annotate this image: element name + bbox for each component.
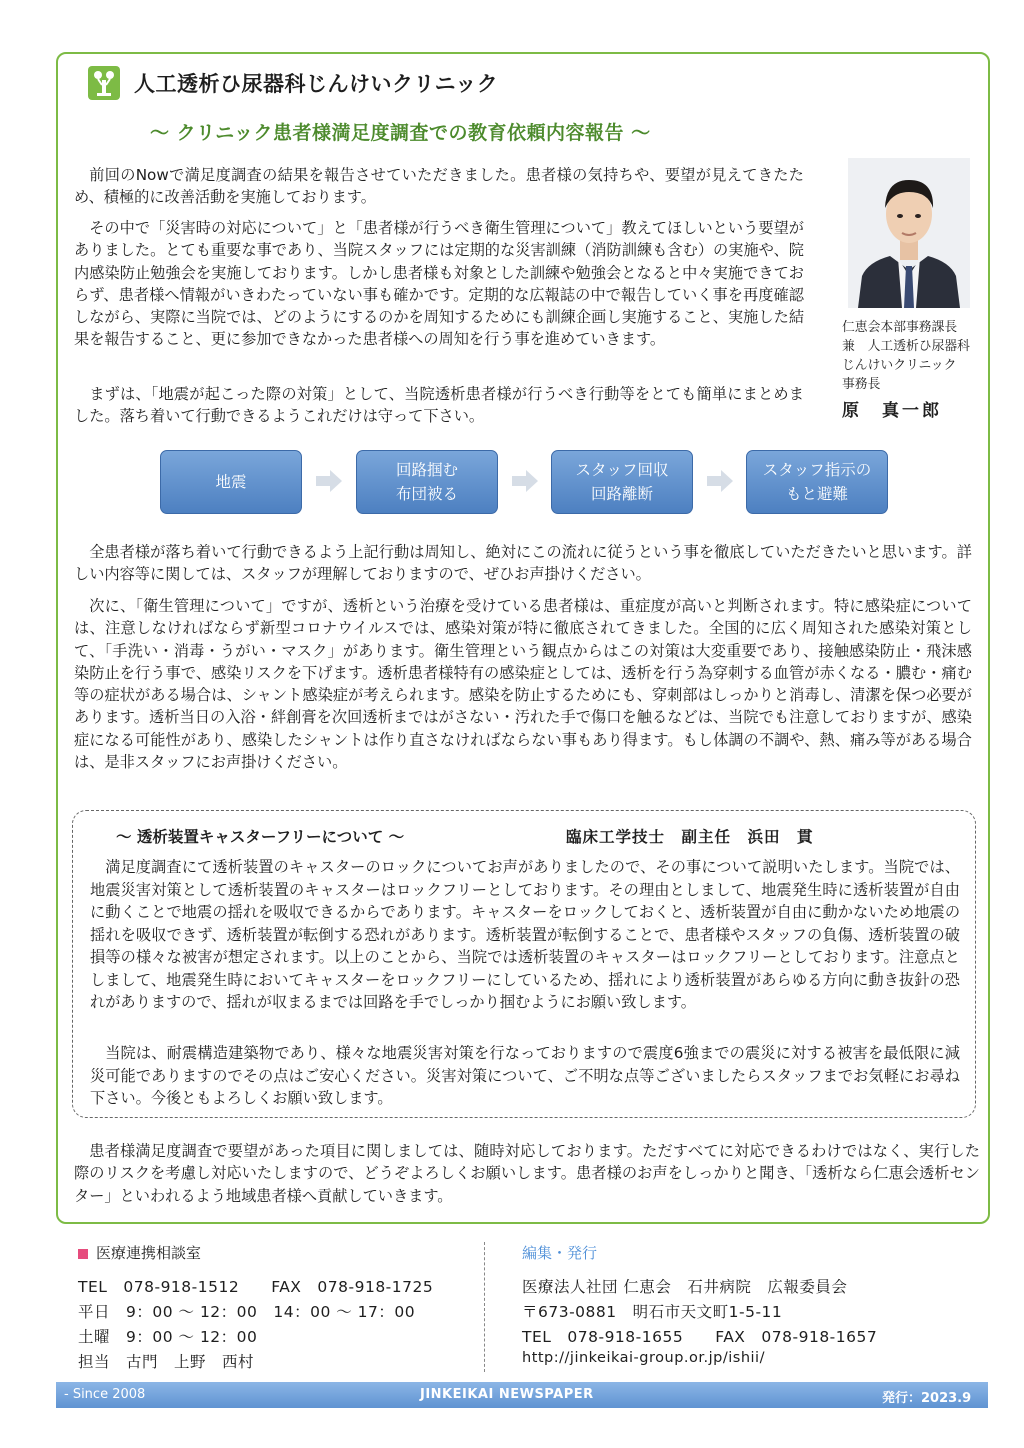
arrow-right-icon <box>314 466 344 496</box>
flow-step-3-line2: 回路離断 <box>590 485 653 503</box>
since-label: - Since 2008 <box>64 1387 146 1402</box>
publisher-name: 医療法人社団 仁恵会 石井病院 広報委員会 <box>522 1278 848 1296</box>
caster-paragraph-1: 満足度調査にて透析装置のキャスターのロックについてお声がありましたので、その事について説明いたします。当院では、地震災害対策として透析装置のキャスターはロックフリーとしております。その理由としまして、地震発生時に透析装置が自由に動くことで地震の揺れを吸収できるからであります。キャスターをロックしておくと、透析装置が自由に動かないため地震の揺れを吸収できず、透析装置が転倒する恐れがあります。透析装置が転倒することで、患者様やスタッフの負傷、透析装置の破損等の様々な被害が想定されます。以上のことから、当院では透析装置のキャスターはロックフリーとしております。注意点としまして、地震発生時においてキャスターをロックフリーにしているため、揺れにより透析装置があらゆる方向に動き抜針の恐れがありますので、揺れが収まるまでは回路を手でしっかり掴むようにお願い致します。 <box>90 858 960 1011</box>
closing-paragraph: 患者様満足度調査で要望があった項目に関しましては、随時対応しております。ただすべてに対応できるわけではなく、実行した際のリスクを考慮し対応いたしますので、どうぞよろしくお願いします。患者様のお声をしっかりと聞き、「透析なら仁恵会透析センター」といわれるよう地域患者様へ貢献していきます。 <box>74 1142 980 1205</box>
staff-portrait <box>848 158 970 308</box>
flow-step-2 <box>356 450 498 514</box>
flow-step-4-line1: スタッフ指示の <box>762 461 872 479</box>
clinic-name: 人工透析ひ尿器科じんけいクリニック <box>134 72 499 96</box>
signature-title-1: 仁恵会本部事務課長 <box>842 320 958 335</box>
caster-paragraph-2: 当院は、耐震構造建築物であり、様々な地震災害対策を行なっておりますので震度6強までの震災に対する被害を最低限に減災可能でありますのでその点はご安心ください。災害対策について、ご不明な点等ございましたらスタッフまでお気軽にお尋ね下さい。今後ともよろしくお願い致します。 <box>90 1044 960 1107</box>
footer-divider <box>484 1242 485 1372</box>
flow-step-4 <box>746 450 888 514</box>
flow-step-2-line1: 回路掴む <box>395 461 458 479</box>
caster-section-author: 臨床工学技士 副主任 浜田 貫 <box>566 828 814 846</box>
flow-step-2-line2: 布団被る <box>395 485 458 503</box>
contact-tel-fax: TEL 078-918-1512 FAX 078-918-1725 <box>78 1278 434 1296</box>
report-title: ～ クリニック患者様満足度調査での教育依頼内容報告 ～ <box>150 122 651 144</box>
publisher-tel-fax: TEL 078-918-1655 FAX 078-918-1657 <box>522 1328 878 1346</box>
publisher-address: 〒673-0881 明石市天文町1-5-11 <box>522 1303 783 1321</box>
body-paragraph-2: 次に、「衛生管理について」ですが、透析という治療を受けている患者様は、重症度が高いと判断されます。特に感染症については、注意しなければならず新型コロナウイルスでは、感染対策が特に徹底されてきました。全国的に広く周知された感染対策として、「手洗い・消毒・うがい・マスク」があります。衛生管理という観点からはこの対策は大変重要であり、接触感染防止・飛沫感染防止を行う事で、感染リスクを下げます。透析患者様特有の感染症としては、透析を行う為穿刺する血管が赤くなる・膿む・痛む等の症状がある場合は、シャント感染症が考えられます。感染を防止するためにも、穿刺部はしっかりと消毒し、清潔を保つ必要があります。透析当日の入浴・絆創膏を次回透析まではがさない・汚れた手で傷口を触るなどは、当院でも注意しておりますが、感染症になる可能性があり、感染したシャントは作り直さなければならない事もあり得ます。もし体調の不調や、熱、痛み等がある場合は、是非スタッフにお声掛けください。 <box>74 597 972 772</box>
contact-weekday-hours: 平日 9：00 ～ 12：00 14：00 ～ 17：00 <box>78 1303 416 1321</box>
square-bullet-icon <box>78 1249 88 1259</box>
newspaper-name: JINKEIKAI NEWSPAPER <box>420 1387 594 1402</box>
arrow-right-icon <box>510 466 540 496</box>
body-paragraph-1: 全患者様が落ち着いて行動できるよう上記行動は周知し、絶対にこの流れに従うという事を徹底していただきたいと思います。詳しい内容等に関しては、スタッフが理解しておりますので、ぜひお声掛けください。 <box>74 543 972 584</box>
caster-section-title: ～ 透析装置キャスターフリーについて ～ <box>116 828 405 846</box>
signature-title-2: 兼 人工透析ひ尿器科 <box>842 339 970 354</box>
contact-heading <box>78 1242 201 1263</box>
flow-step-3-line1: スタッフ回収 <box>575 461 669 479</box>
intro-paragraph-3: まずは、「地震が起こった際の対策」として、当院透析患者様が行うべき行動等をとても簡単にまとめました。落ち着いて行動できるようこれだけは守って下さい。 <box>74 385 804 426</box>
signature-name: 原 真一郎 <box>842 401 942 421</box>
signature-title-3: じんけいクリニック <box>842 358 957 373</box>
contact-saturday-hours: 土曜 9：00 ～ 12：00 <box>78 1328 258 1346</box>
clinic-logo-icon <box>88 66 120 100</box>
flow-step-4-line2: もと避難 <box>785 485 848 503</box>
arrow-right-icon <box>705 466 735 496</box>
flow-step-1 <box>160 450 302 514</box>
footer-bar <box>56 1382 988 1408</box>
publisher-label: 編集・発行 <box>522 1244 598 1262</box>
contact-heading-label: 医療連携相談室 <box>96 1244 202 1262</box>
flow-step-3 <box>551 450 693 514</box>
intro-paragraph-2: その中で「災害時の対応について」と「患者様が行うべき衛生管理について」教えてほしいという要望がありました。とても重要な事であり、当院スタッフには定期的な災害訓練（消防訓練も含む）の実施や、院内感染防止勉強会を実施しております。しかし患者様も対象とした訓練や勉強会となると中々実施できておらず、患者様へ情報がいきわたっていない事も確かです。定期的な広報誌の中で報告していく事を再度確認しながら、実際に当院では、どのようにするのかを周知するためにも訓練企画し実施すること、実施した結果を報告すること、更に参加できなかった患者様への周知を行う事を進めていきます。 <box>74 219 804 349</box>
issue-date: 発行：2023.9 <box>882 1391 972 1406</box>
publisher-url[interactable]: http://jinkeikai-group.or.jp/ishii/ <box>522 1350 765 1366</box>
signature-title-4: 事務長 <box>842 377 881 392</box>
flow-step-1-line1: 地震 <box>215 473 247 491</box>
intro-paragraph-1: 前回のNowで満足度調査の結果を報告させていただきました。患者様の気持ちや、要望が見えてきたため、積極的に改善活動を実施しております。 <box>74 166 804 207</box>
contact-staff: 担当 古門 上野 西村 <box>78 1353 255 1371</box>
